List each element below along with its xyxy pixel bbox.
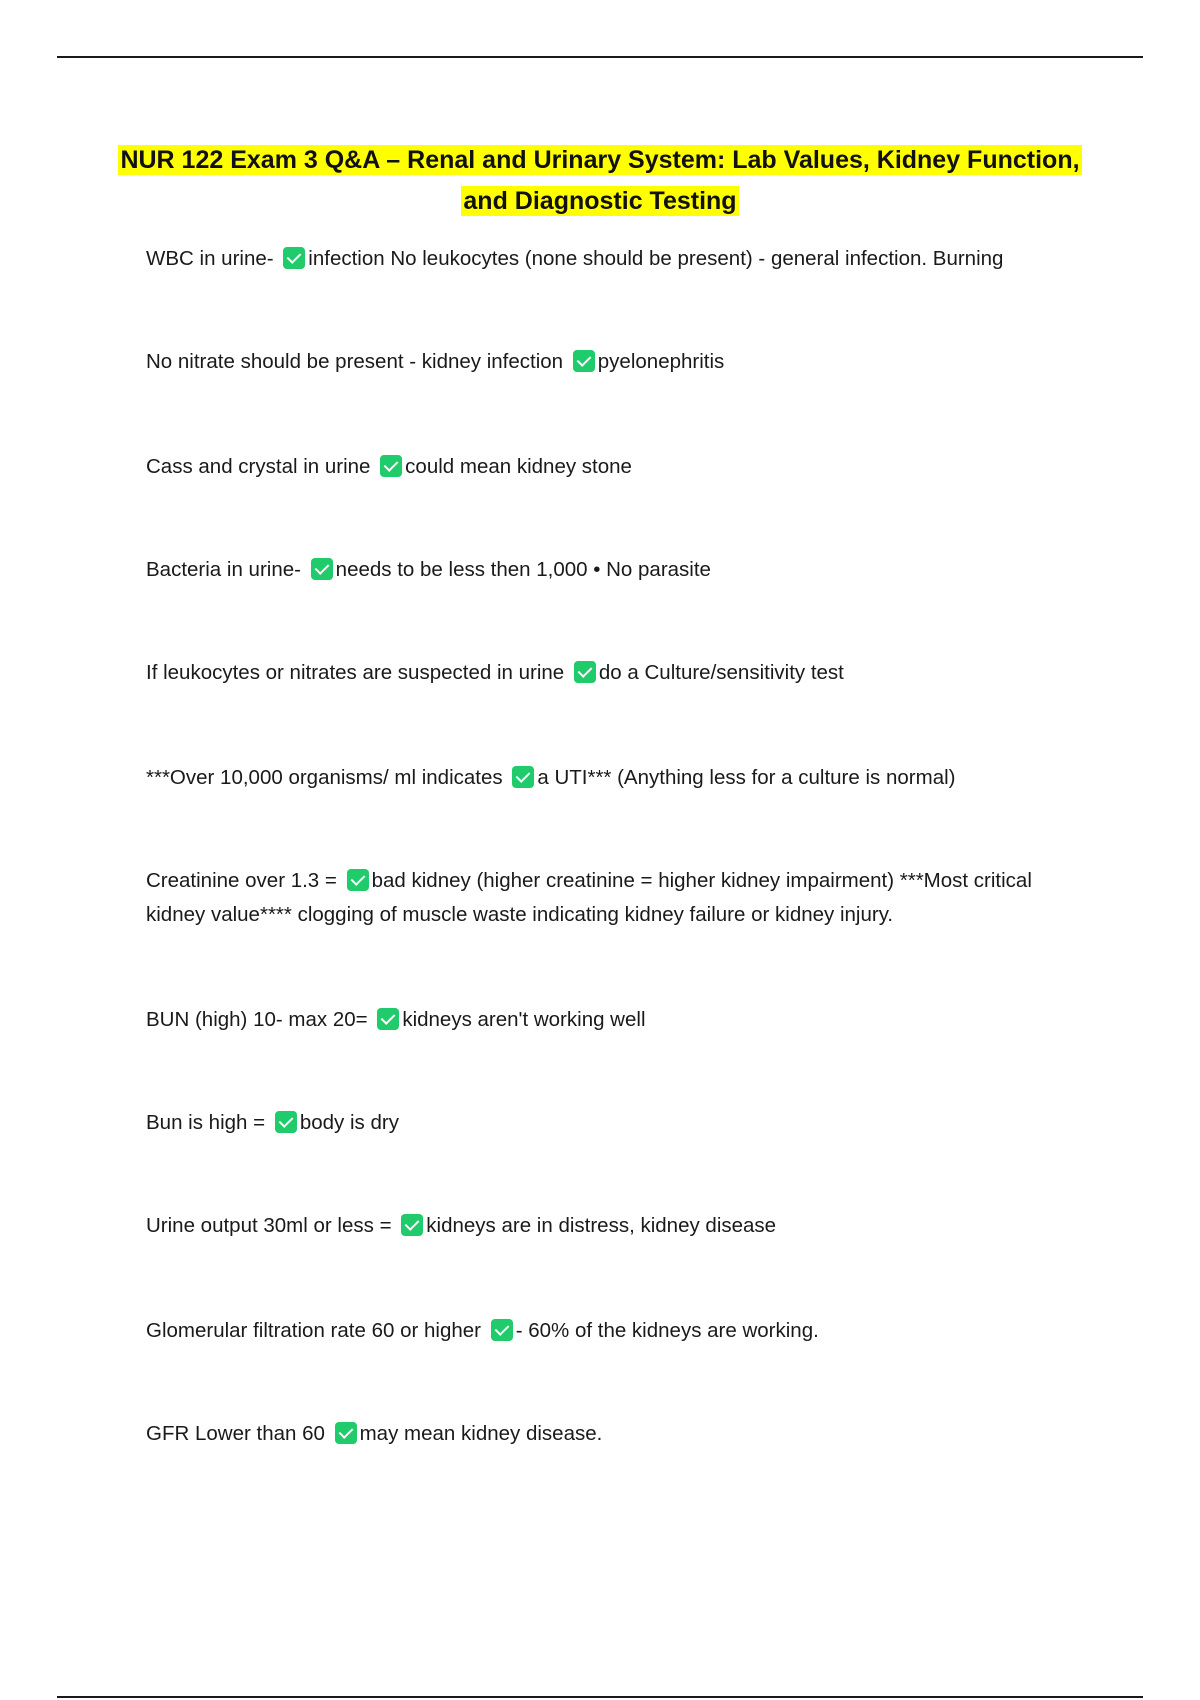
answer-text: may mean kidney disease. <box>359 1422 603 1445</box>
check-icon <box>574 661 596 683</box>
check-icon <box>347 869 369 891</box>
check-icon <box>573 350 595 372</box>
check-icon <box>311 558 333 580</box>
answer-text: bad kidney (higher creatinine = higher kidney impairment) ***Most critical kidney value**** clogging of muscle waste indicating kidney failure or kidney injury. <box>146 869 1032 926</box>
check-icon <box>283 247 305 269</box>
question-text: No nitrate should be present - kidney infection <box>146 350 564 373</box>
qa-item-9 <box>146 1106 1096 1140</box>
question-text: Cass and crystal in urine <box>146 455 371 478</box>
answer-text: kidneys are in distress, kidney disease <box>426 1214 777 1237</box>
question-text: Creatinine over 1.3 = <box>146 869 337 892</box>
qa-item-11 <box>146 1314 1096 1348</box>
answer-text: could mean kidney stone <box>405 455 632 478</box>
question-text: WBC in urine- <box>146 247 274 270</box>
check-icon <box>335 1422 357 1444</box>
question-text: If leukocytes or nitrates are suspected in urine <box>146 661 565 684</box>
question-text: GFR Lower than 60 <box>146 1422 325 1445</box>
question-text: ***Over 10,000 organisms/ ml indicates <box>146 766 503 789</box>
answer-text: do a Culture/sensitivity test <box>598 661 844 684</box>
answer-text: - 60% of the kidneys are working. <box>515 1319 819 1342</box>
question-text: Glomerular filtration rate 60 or higher <box>146 1319 481 1342</box>
document-title-block <box>100 140 1100 222</box>
check-icon <box>401 1214 423 1236</box>
check-icon <box>512 766 534 788</box>
qa-item-3 <box>146 450 1096 484</box>
answer-text: body is dry <box>299 1111 399 1134</box>
check-icon <box>275 1111 297 1133</box>
qa-item-12 <box>146 1417 1096 1451</box>
question-text: Urine output 30ml or less = <box>146 1214 392 1237</box>
bottom-rule <box>57 1696 1143 1698</box>
qa-item-6 <box>146 761 1096 795</box>
qa-item-8 <box>146 1003 1096 1037</box>
check-icon <box>491 1319 513 1341</box>
answer-text: kidneys aren't working well <box>402 1008 646 1031</box>
answer-text: a UTI*** (Anything less for a culture is normal) <box>537 766 956 789</box>
qa-item-10 <box>146 1209 1096 1243</box>
answer-text: pyelonephritis <box>597 350 725 373</box>
qa-item-2 <box>146 345 1096 379</box>
document-title <box>100 140 1100 222</box>
title-highlight: NUR 122 Exam 3 Q&A – Renal and Urinary System: Lab Values, Kidney Function, and Diagnostic Testing <box>120 146 1080 215</box>
question-text: Bun is high = <box>146 1111 266 1134</box>
qa-item-7 <box>146 864 1096 932</box>
check-icon <box>377 1008 399 1030</box>
qa-item-1 <box>146 242 1096 276</box>
check-icon <box>380 455 402 477</box>
qa-item-4 <box>146 553 1096 587</box>
qa-item-5 <box>146 656 1096 690</box>
answer-text: infection No leukocytes (none should be present) - general infection. Burning <box>308 247 1004 270</box>
top-rule <box>57 56 1143 58</box>
answer-text: needs to be less then 1,000 • No parasite <box>335 558 711 581</box>
question-text: Bacteria in urine- <box>146 558 301 581</box>
question-text: BUN (high) 10- max 20= <box>146 1008 368 1031</box>
